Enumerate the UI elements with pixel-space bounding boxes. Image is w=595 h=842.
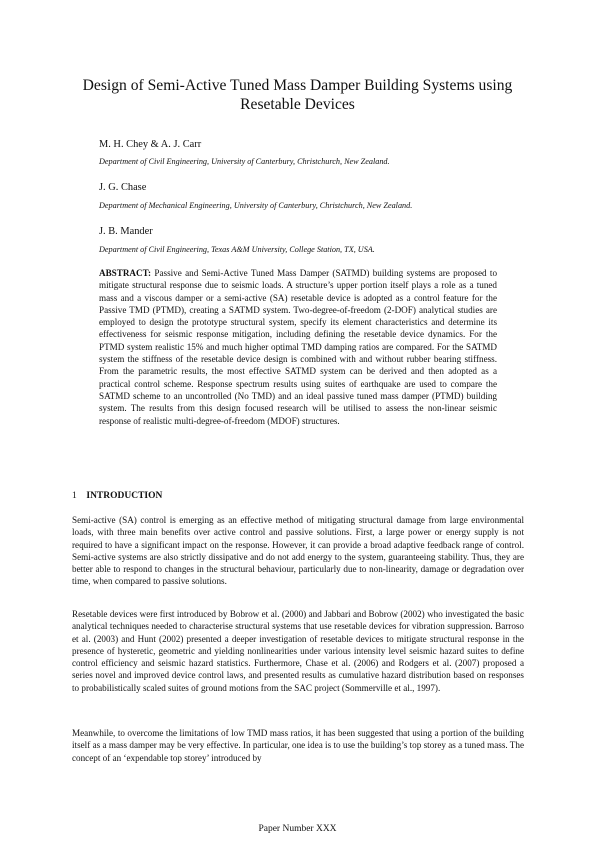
body-paragraph: Meanwhile, to overcome the limitations of low TMD mass ratios, it has been suggested that using a portion of the building itself as a mass damper may be very effective. In particular, one idea is to use the building’s top storey as a tuned mass. The concept of an ‘expendable top storey’ introduced by — [72, 728, 524, 763]
section-title: INTRODUCTION — [86, 491, 163, 501]
abstract-label: ABSTRACT: — [99, 268, 152, 278]
author-name: M. H. Chey & A. J. Carr — [99, 139, 202, 150]
paper-title: Design of Semi-Active Tuned Mass Damper Building Systems using Resetable Devices — [82, 77, 513, 113]
abstract — [99, 267, 497, 427]
author-name: J. G. Chase — [99, 182, 147, 193]
section-heading — [72, 490, 162, 502]
section-number: 1 — [72, 491, 77, 501]
body-paragraph: Semi-active (SA) control is emerging as an effective method of mitigating structural damage from large environmental loads, with three main benefits over active control and passive solutions. First, a large power or energy supply is not required to have a significant impact on the response. However, it can provide a broad adaptive feedback range of control. Semi-active systems are also strictly dissipative and do not add energy to the system, guaranteeing stability. Thus, they are better able to respond to changes in the structural behaviour, particularly due to non-linearity, damage or degradation over time, when compared to passive solutions. — [72, 515, 524, 587]
author-name: J. B. Mander — [99, 226, 153, 237]
body-paragraph: Resetable devices were first introduced by Bobrow et al. (2000) and Jabbari and Bobrow (2002) who investigated the basic analytical techniques needed to characterise structural systems that use resetable devices for vibration suppression. Barroso et al. (2003) and Hunt (2002) presented a deeper investigation of resetable devices to mitigate structural response in the presence of hysteretic, geometric and yielding nonlinearities under various intensity level seismic hazard suites to define control efficiency and seismic hazard statistics. Furthermore, Chase et al. (2006) and Rodgers et al. (2007) proposed a series novel and improved device control laws, and presented results as cumulative hazard distribution based on responses to probabilistically scaled suites of ground motions from the SAC project (Sommerville et al., 1997). — [72, 609, 524, 693]
author-affiliation: Department of Mechanical Engineering, University of Canterbury, Christchurch, New Zealand. — [99, 201, 413, 210]
author-affiliation: Department of Civil Engineering, University of Canterbury, Christchurch, New Zealand. — [99, 157, 390, 166]
abstract-text: Passive and Semi-Active Tuned Mass Damper (SATMD) building systems are proposed to mitigate structural response due to seismic loads. A structure’s upper portion itself plays a role as a tuned mass and a viscous damper or a semi-active (SA) resetable device is adopted as a control feature for the Passive TMD (PTMD), creating a SATMD system. Two-degree-of-freedom (2-DOF) analytical studies are employed to design the prototype structural system, specify its element characteristics and determine its effectiveness for seismic response mitigation, including defining the resetable device dynamics. For the PTMD system realistic 15% and much higher optimal TMD damping ratios are compared. For the SATMD system the stiffness of the resetable device design is combined with and without rubber bearing stiffness. From the parametric results, the most effective SATMD system can be derived and then adopted as a practical control scheme. Response spectrum results using suites of earthquake are used to compare the SATMD scheme to an uncontrolled (No TMD) and an ideal passive tuned mass damper (PTMD) building system. The results from this design focused research will be utilised to assess the non-linear seismic response of realistic multi-degree-of-freedom (MDOF) structures. — [99, 268, 498, 426]
page-footer: Paper Number XXX — [258, 824, 337, 834]
author-affiliation: Department of Civil Engineering, Texas A&M University, College Station, TX, USA. — [99, 245, 375, 254]
